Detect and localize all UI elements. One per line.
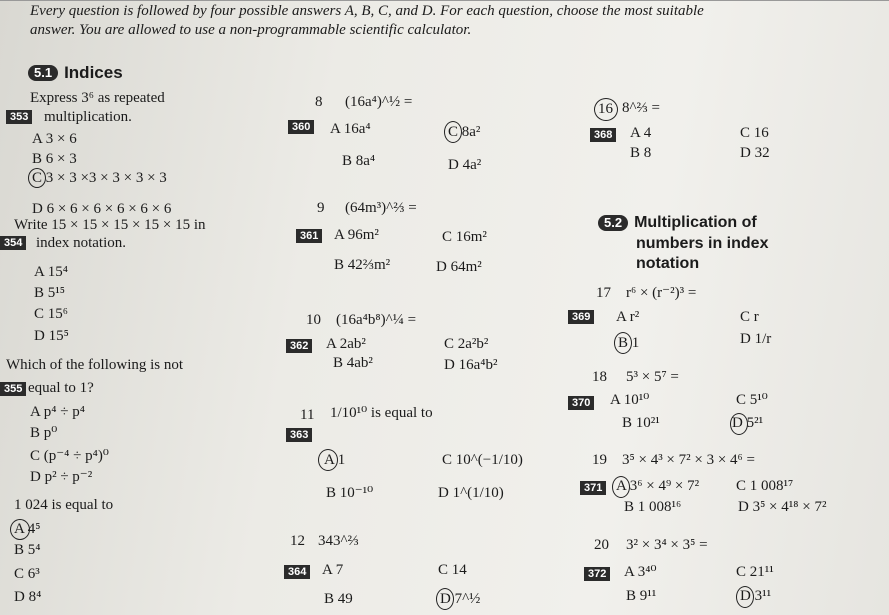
q20-option-d: D 3¹¹ <box>740 588 772 604</box>
q11-option-d: D 1^(1/10) <box>438 485 504 501</box>
q19-option-c: C 1 008¹⁷ <box>736 478 794 494</box>
q19-option-d: D 3⁵ × 4¹⁸ × 7² <box>738 499 827 515</box>
q12-option-b: B 49 <box>324 591 353 607</box>
q11-option-c: C 10^(−1/10) <box>442 452 523 468</box>
q8-number: 8 <box>315 94 323 110</box>
q2-option-c: C 15⁶ <box>34 306 68 322</box>
q17-number: 17 <box>596 285 611 301</box>
q12-code: 364 <box>284 565 310 579</box>
q8-option-b: B 8a⁴ <box>342 153 376 169</box>
q11-option-a: A 1 <box>324 452 346 468</box>
q8-option-c: C 8a² <box>448 124 481 140</box>
section-badge: 5.1 <box>28 65 58 81</box>
q11-answer-circle <box>318 449 338 471</box>
q1-code: 353 <box>6 110 32 124</box>
section-title-line-2: numbers in index <box>636 235 769 252</box>
q2-option-b: B 5¹⁵ <box>34 285 65 301</box>
q3-option-a: A p⁴ ÷ p⁴ <box>30 404 85 420</box>
q2-stem-2: index notation. <box>36 235 126 251</box>
q8-code: 360 <box>288 120 314 134</box>
q16-option-a: A 4 <box>630 125 652 141</box>
q4-option-c: C 6³ <box>14 566 40 582</box>
q18-number: 18 <box>592 369 607 385</box>
q18-option-c: C 5¹⁰ <box>736 392 768 408</box>
q9-option-b: B 42⅔m² <box>334 257 391 273</box>
section-badge: 5.2 <box>598 215 628 231</box>
q17-stem: r⁶ × (r⁻²)³ = <box>626 285 697 301</box>
q20-stem: 3² × 3⁴ × 3⁵ = <box>626 537 708 553</box>
q16-option-b: B 8 <box>630 145 652 161</box>
q8-option-d: D 4a² <box>448 157 482 173</box>
q11-number: 11 <box>300 407 315 423</box>
q17-option-c: C r <box>740 309 759 325</box>
q19-answer-circle <box>612 476 630 498</box>
q9-option-d: D 64m² <box>436 259 482 275</box>
q10-option-b: B 4ab² <box>333 355 373 371</box>
section-multiplication-header <box>598 214 757 232</box>
q2-code: 354 <box>0 236 26 250</box>
q16-option-c: C 16 <box>740 125 769 141</box>
q4-answer-circle <box>10 519 30 540</box>
section-title-line-1: Multiplication of <box>634 214 757 231</box>
intro-line-2: answer. You are allowed to use a non-programmable scientific calculator. <box>30 22 472 38</box>
q4-stem: 1 024 is equal to <box>14 497 114 513</box>
q3-option-b: B p⁰ <box>30 425 58 441</box>
q19-stem: 3⁵ × 4³ × 7² × 3 × 4⁶ = <box>622 452 756 468</box>
q10-option-c: C 2a²b² <box>444 336 489 352</box>
q1-stem-1: Express 3⁶ as repeated <box>30 90 165 106</box>
q1-answer-circle <box>28 168 46 188</box>
q17-option-d: D 1/r <box>740 331 772 347</box>
top-rule <box>0 0 889 1</box>
q1-option-d: D 6 × 6 × 6 × 6 × 6 × 6 <box>32 201 172 217</box>
q10-number: 10 <box>306 312 321 328</box>
q12-option-c: C 14 <box>438 562 467 578</box>
q2-stem-1: Write 15 × 15 × 15 × 15 × 15 in <box>14 217 206 233</box>
q17-option-a: A r² <box>616 309 640 325</box>
q18-stem: 5³ × 5⁷ = <box>626 369 679 385</box>
q20-option-c: C 21¹¹ <box>736 564 774 580</box>
q4-option-b: B 5⁴ <box>14 542 41 558</box>
q9-option-a: A 96m² <box>334 227 379 243</box>
q3-option-d: D p² ÷ p⁻² <box>30 469 93 485</box>
q17-code: 369 <box>568 310 594 324</box>
q4-option-d: D 8⁴ <box>14 589 42 605</box>
q12-option-d: D 7^½ <box>440 591 481 607</box>
q20-option-a: A 3⁴⁰ <box>624 564 657 580</box>
q19-code: 371 <box>580 481 606 495</box>
section-title-line-3: notation <box>636 255 700 272</box>
q9-option-c: C 16m² <box>442 229 487 245</box>
q12-option-a: A 7 <box>322 562 344 578</box>
q12-answer-circle <box>436 588 454 610</box>
q3-stem-2: equal to 1? <box>28 380 94 396</box>
q9-number: 9 <box>317 200 325 216</box>
q11-stem: 1/10¹⁰ is equal to <box>330 405 433 421</box>
q10-stem: (16a⁴b⁸)^¼ = <box>336 312 417 328</box>
q19-number: 19 <box>592 452 607 468</box>
q1-option-a: A 3 × 6 <box>32 131 77 147</box>
q4-option-a: A 4⁵ <box>14 521 41 537</box>
q8-stem: (16a⁴)^½ = <box>345 94 413 110</box>
q19-option-a: A 3⁶ × 4⁹ × 7² <box>616 478 700 494</box>
q11-code: 363 <box>286 428 312 442</box>
q20-option-b: B 9¹¹ <box>626 588 657 604</box>
q2-option-d: D 15⁵ <box>34 328 69 344</box>
q18-answer-circle <box>730 413 748 435</box>
q2-option-a: A 15⁴ <box>34 264 68 280</box>
q20-number: 20 <box>594 537 609 553</box>
q11-option-b: B 10⁻¹⁰ <box>326 485 374 501</box>
q18-option-b: B 10²¹ <box>622 415 660 431</box>
q16-number-circle <box>594 98 618 121</box>
q10-option-d: D 16a⁴b² <box>444 357 498 373</box>
q8-answer-circle <box>444 121 462 143</box>
q1-option-b: B 6 × 3 <box>32 151 77 167</box>
q19-option-b: B 1 008¹⁶ <box>624 499 682 515</box>
q16-code: 368 <box>590 128 616 142</box>
intro-line-1: Every question is followed by four possible answers A, B, C, and D. For each question, choose the most suitable <box>30 3 704 19</box>
q17-answer-circle <box>614 332 632 354</box>
q3-stem-1: Which of the following is not <box>6 357 184 373</box>
q16-stem: 8^⅔ = <box>622 100 660 116</box>
q18-option-a: A 10¹⁰ <box>610 392 650 408</box>
q3-option-c: C (p⁻⁴ ÷ p⁴)⁰ <box>30 448 109 464</box>
q20-answer-circle <box>736 586 754 608</box>
q20-code: 372 <box>584 567 610 581</box>
q17-option-b: B 1 <box>618 335 640 351</box>
section-title: Indices <box>64 63 123 82</box>
q16-option-d: D 32 <box>740 145 770 161</box>
section-indices-header <box>28 63 123 83</box>
q12-number: 12 <box>290 533 305 549</box>
q16-number: 16 <box>598 101 613 117</box>
q10-code: 362 <box>286 339 312 353</box>
q10-option-a: A 2ab² <box>326 336 366 352</box>
q3-code: 355 <box>0 382 26 396</box>
q12-stem: 343^⅔ <box>318 533 359 549</box>
q1-stem-2: multiplication. <box>44 109 132 125</box>
q1-option-c: C 3 × 3 ×3 × 3 × 3 × 3 <box>32 170 167 186</box>
q8-option-a: A 16a⁴ <box>330 121 371 137</box>
q18-code: 370 <box>568 396 594 410</box>
q9-stem: (64m³)^⅔ = <box>345 200 417 216</box>
q9-code: 361 <box>296 229 322 243</box>
q18-option-d: D 5²¹ <box>732 415 764 431</box>
